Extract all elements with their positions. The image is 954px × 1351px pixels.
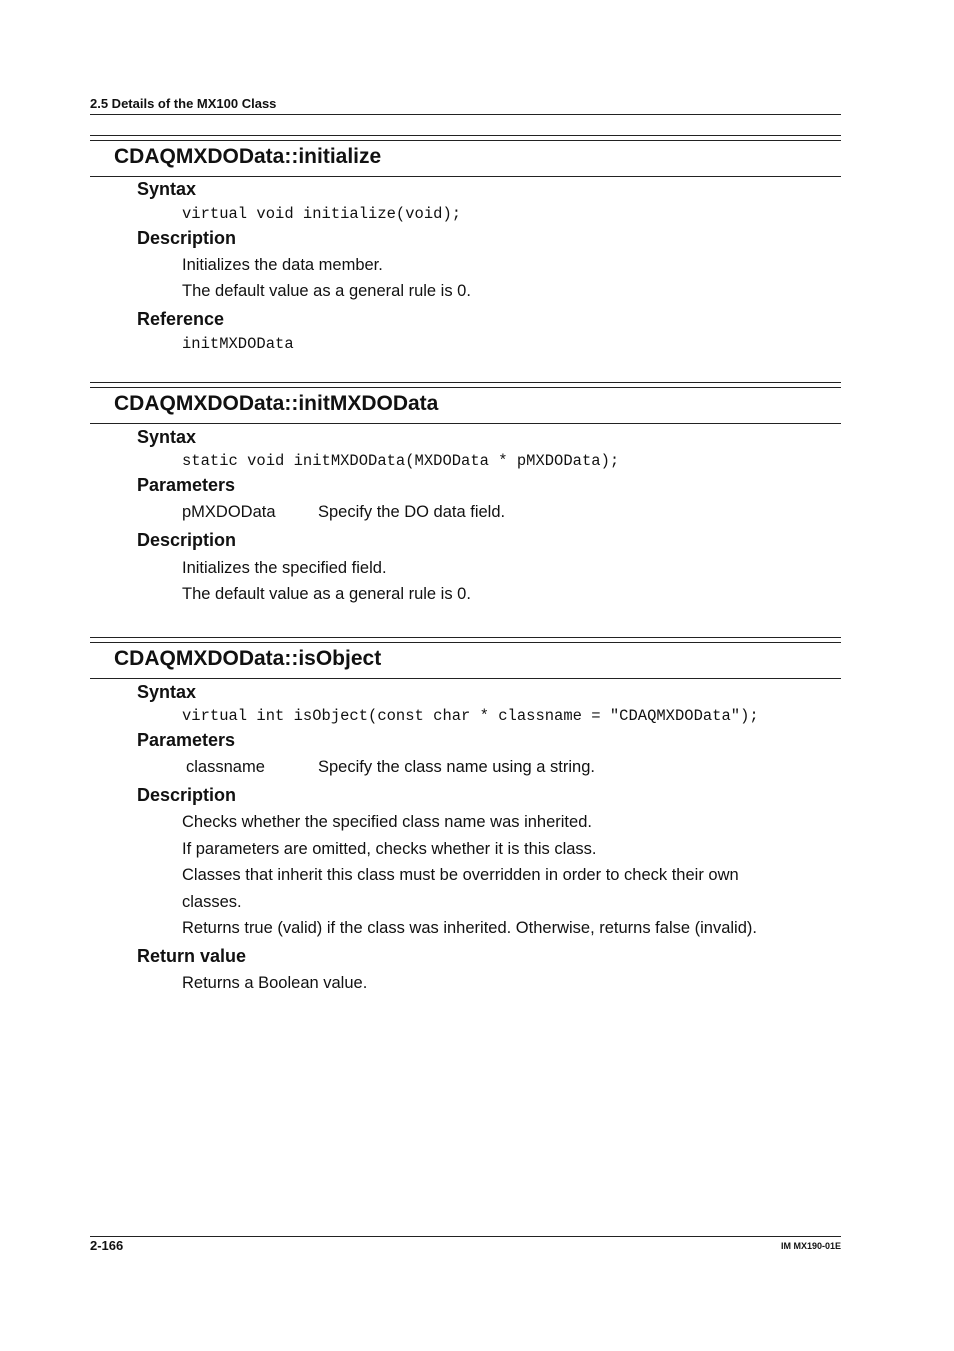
running-header: 2.5 Details of the MX100 Class bbox=[90, 96, 277, 111]
description-line: Initializes the data member. bbox=[182, 256, 383, 274]
description-line: classes. bbox=[182, 893, 242, 911]
section-title: CDAQMXDOData::isObject bbox=[114, 647, 382, 670]
footer-rule bbox=[90, 1236, 841, 1237]
title-rule bbox=[90, 423, 841, 424]
description-label: Description bbox=[137, 530, 237, 550]
reference-label: Reference bbox=[137, 309, 225, 329]
section-double-rule bbox=[90, 382, 841, 388]
parameters-label: Parameters bbox=[137, 475, 236, 495]
description-line: Classes that inherit this class must be overridden in order to check their own bbox=[182, 866, 739, 884]
description-line: Initializes the specified field. bbox=[182, 559, 387, 577]
description-line: Returns true (valid) if the class was inherited. Otherwise, returns false (invalid). bbox=[182, 919, 757, 937]
description-line: If parameters are omitted, checks whether it is this class. bbox=[182, 840, 597, 858]
section-double-rule bbox=[90, 135, 841, 141]
description-line: Checks whether the specified class name was inherited. bbox=[182, 813, 592, 831]
return-value-text: Returns a Boolean value. bbox=[182, 974, 368, 992]
parameters-label: Parameters bbox=[137, 730, 236, 750]
reference-code: initMXDOData bbox=[182, 335, 294, 353]
parameter-description: Specify the DO data field. bbox=[318, 503, 506, 521]
syntax-code: virtual void initialize(void); bbox=[182, 205, 462, 223]
page-number: 2-166 bbox=[90, 1238, 124, 1253]
parameter-description: Specify the class name using a string. bbox=[318, 758, 595, 776]
syntax-label: Syntax bbox=[137, 427, 197, 447]
section-title: CDAQMXDOData::initMXDOData bbox=[114, 392, 439, 415]
title-rule bbox=[90, 176, 841, 177]
syntax-label: Syntax bbox=[137, 682, 197, 702]
description-label: Description bbox=[137, 228, 237, 248]
description-label: Description bbox=[137, 785, 237, 805]
header-rule bbox=[90, 114, 841, 115]
parameter-name: pMXDOData bbox=[182, 503, 276, 521]
document-id: IM MX190-01E bbox=[780, 1241, 841, 1251]
syntax-label: Syntax bbox=[137, 179, 197, 199]
syntax-code: virtual int isObject(const char * classname = "CDAQMXDOData"); bbox=[182, 707, 759, 725]
description-line: The default value as a general rule is 0. bbox=[182, 282, 471, 300]
syntax-code: static void initMXDOData(MXDOData * pMXDOData); bbox=[182, 452, 620, 470]
parameter-name: classname bbox=[186, 758, 265, 776]
section-double-rule bbox=[90, 637, 841, 643]
description-line: The default value as a general rule is 0. bbox=[182, 585, 471, 603]
title-rule bbox=[90, 678, 841, 679]
section-title: CDAQMXDOData::initialize bbox=[114, 145, 382, 168]
return-value-label: Return value bbox=[137, 946, 247, 966]
